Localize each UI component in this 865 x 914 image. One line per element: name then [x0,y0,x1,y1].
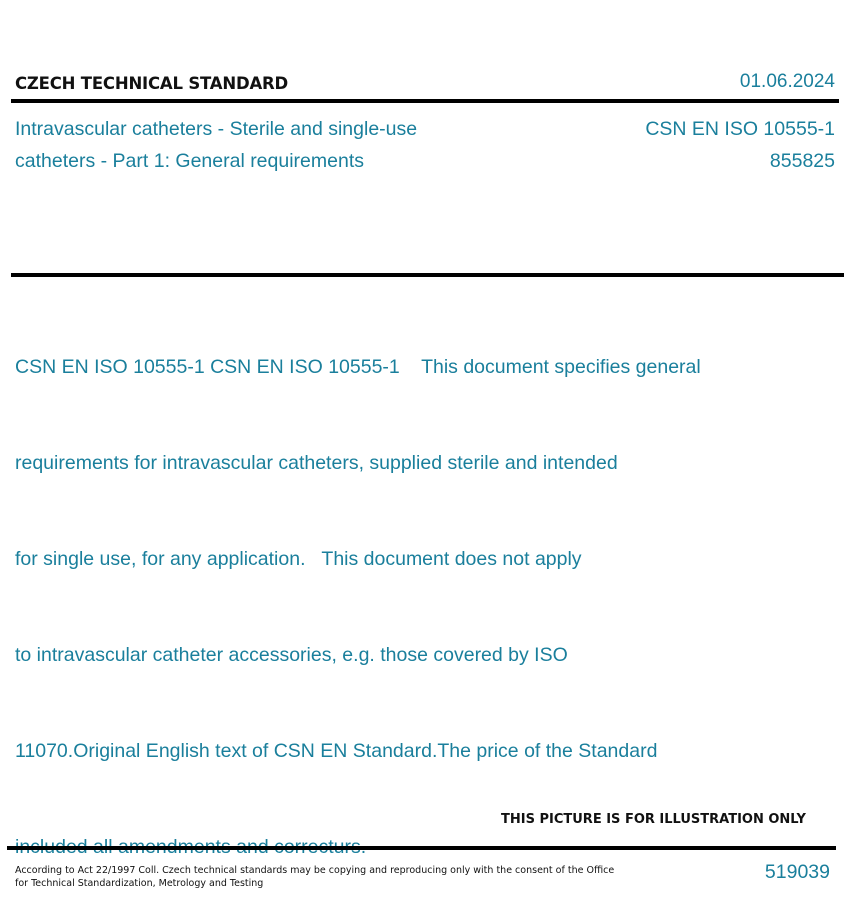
document-code: 519039 [764,861,830,883]
standard-title-line-1: Intravascular catheters - Sterile and single-use [15,118,418,140]
description-line: requirements for intravascular catheters, supplied sterile and intended [15,452,618,474]
footer-divider [7,846,836,850]
legal-notice-line-2: for Technical Standardization, Metrology and Testing [15,878,264,889]
title-divider [11,273,844,277]
standard-identifiers [645,113,835,177]
legal-notice [15,864,615,890]
standard-title-line-2: catheters - Part 1: General requirements [15,150,364,172]
standard-title [15,113,535,177]
description-line: for single use, for any application. This document does not apply [15,548,582,570]
illustration-note: THIS PICTURE IS FOR ILLUSTRATION ONLY [501,812,806,827]
description-line: CSN EN ISO 10555-1 CSN EN ISO 10555-1 This document specifies general [15,356,701,378]
description-line: 11070.Original English text of CSN EN Standard.The price of the Standard [15,740,658,762]
catalog-number: 855825 [769,150,835,172]
standard-description [15,287,795,895]
standard-designation: CSN EN ISO 10555-1 [645,118,835,140]
description-line: to intravascular catheter accessories, e.g. those covered by ISO [15,644,568,666]
publication-date: 01.06.2024 [739,71,835,92]
header-divider [11,99,839,103]
legal-notice-line-1: According to Act 22/1997 Coll. Czech technical standards may be copying and reproducing only with the consent of the Office [15,865,615,876]
standard-type-heading: CZECH TECHNICAL STANDARD [15,74,289,93]
